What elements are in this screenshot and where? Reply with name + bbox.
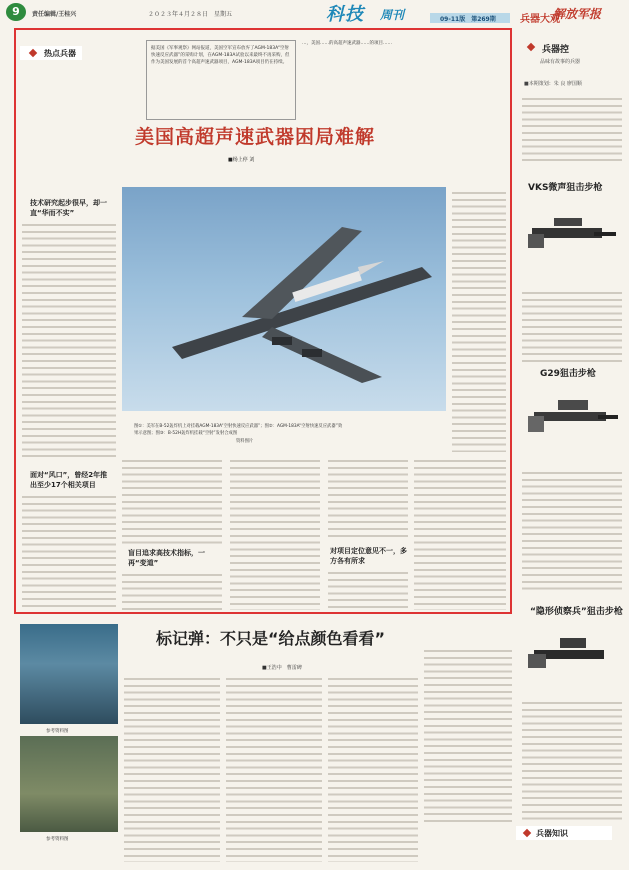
smoke-marker-photo: [20, 736, 118, 832]
g29-rifle-image: [524, 382, 620, 462]
tracer-round-photo: [20, 624, 118, 724]
issue-date: ２０２３年４月２８日 星期五: [148, 11, 233, 18]
column-1b-text: [22, 494, 116, 608]
section-title: 兵器大观: [520, 14, 560, 25]
weapon-fan-tag: 兵器控: [542, 45, 570, 55]
column-1-text: [22, 222, 116, 460]
rifle-icon: [524, 198, 620, 276]
brand-main: 科技: [326, 4, 364, 25]
weapon-knowledge-label: 兵器知识: [536, 829, 568, 838]
main-headline: 美国高超声速武器困局难解: [134, 126, 375, 148]
photo-credit: 资料图片: [236, 439, 254, 444]
vks-rifle-image: [524, 198, 620, 276]
page-number: 9: [6, 3, 26, 21]
subhead-2: 面对“风口”，曾经2年推出至少17个相关项目: [30, 471, 108, 489]
bottom-column-4: [424, 648, 512, 824]
hot-weapon-label: 热点兵器: [44, 49, 76, 58]
stealth-rifle-title: “隐形侦察兵”狙击步枪: [530, 607, 623, 617]
photo1-caption: 参考资料图: [46, 729, 69, 734]
weapon-fan-intro: [522, 96, 622, 166]
column-3-text: [230, 458, 320, 610]
column-2b-text: [122, 572, 222, 610]
hypersonic-missile-photo: [122, 187, 446, 411]
g29-rifle-title: G29狙击步枪: [540, 369, 596, 379]
main-byline: ■杨上停 刘: [228, 157, 255, 163]
rifle-icon: [524, 382, 620, 462]
editor-credit: 责任编辑/王桂兴: [32, 11, 77, 18]
column-4-text: [328, 458, 408, 538]
vks-rifle-text: [522, 290, 622, 366]
subhead-3: 盲目追求高技术指标，一再“变道”: [128, 549, 205, 567]
column-2-text: [122, 458, 222, 548]
column-4b-text: [328, 570, 408, 610]
column-5-text: [414, 458, 506, 610]
photo2-caption: 参考资料图: [46, 837, 69, 842]
rifle-icon: [524, 622, 620, 692]
bottom-column-3: [328, 676, 418, 862]
subhead-4: 对项目定位意见不一，多方各有所求: [330, 547, 407, 565]
bottom-headline: 标记弹：不只是“给点颜色看看”: [156, 629, 386, 648]
bottom-column-2: [226, 676, 322, 862]
vks-rifle-title: VKS微声狙击步枪: [528, 183, 603, 193]
g29-rifle-text: [522, 470, 622, 590]
lead-paragraph-continued: …，美国……的高超声速武器……的项目……: [302, 41, 392, 46]
weapon-fan-subtitle: 品味有故事的兵器: [540, 59, 581, 65]
photo-caption: 图①：美军在B-52轰炸机上对挂载AGM-183A“空射快速反应武器”；图②：AGM-183A“空射快速反应武器”效果示意图；图③：B-52H轰炸机挂载“空射”发射合成图: [134, 424, 343, 436]
subhead-1: 技术研究起步很早，却一直“华而不实”: [30, 199, 107, 217]
issue-number: 09-11版 第269期: [440, 16, 496, 23]
right-side-column-text: [452, 190, 506, 452]
stealth-rifle-image: [524, 622, 620, 692]
bottom-column-1: [124, 676, 220, 862]
lead-paragraph: 据美国《军事观察》网站报道，美国空军宣布放弃了AGM-183A“空射快速反应武器”的采购计划，在AGM-183A试验以来最终不再采购，但作为美国发展的首个高超声速武器项目，AGM-183A项目仍在持续。: [146, 40, 296, 120]
newspaper-logo: 解放军报: [553, 7, 602, 21]
brand-sub: 周刊: [380, 8, 405, 22]
diamond-icon: [527, 43, 535, 51]
b52-aircraft-image: [122, 187, 446, 411]
stealth-rifle-text: [522, 700, 622, 822]
planning-credit: ■本期策划：朱 良 廖国顺: [524, 81, 582, 87]
bottom-byline: ■王浩中 曹雷碑: [262, 665, 302, 671]
